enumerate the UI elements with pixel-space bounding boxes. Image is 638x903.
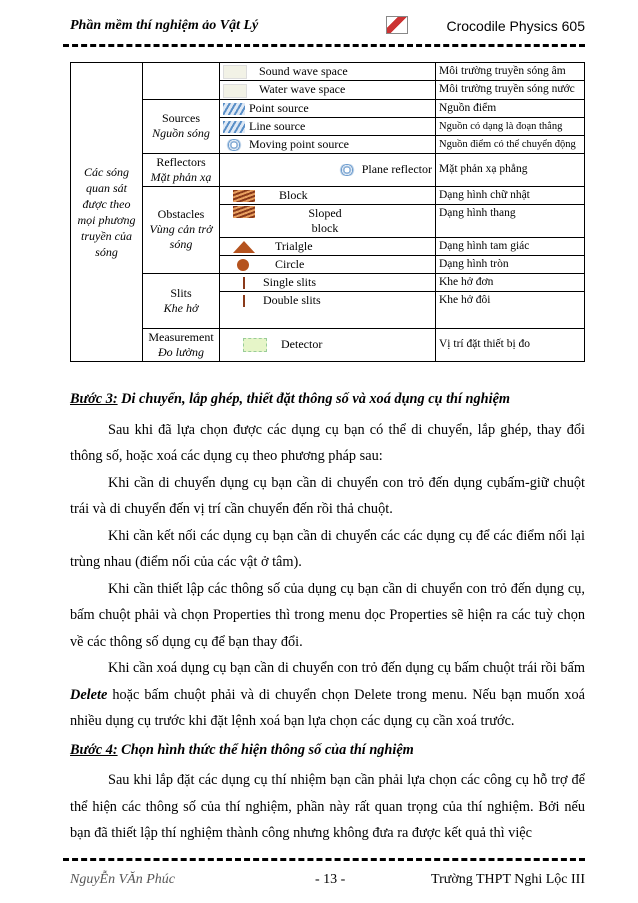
paragraph (70, 655, 585, 735)
tool-desc: Mặt phản xạ phẳng (436, 153, 585, 186)
plane-reflector-icon (336, 164, 358, 176)
water-wave-icon (223, 84, 247, 98)
group-en: Obstacles (157, 207, 205, 221)
text-run: Khi cần xoá dụng cụ bạn cần di chuyển con trỏ đến dụng cụ bấm chuột trái rồi bấm (108, 660, 585, 676)
tool-name: Trialgle (275, 238, 313, 253)
tool-name: Plane reflector (361, 162, 432, 176)
tool-desc: Dạng hình chữ nhật (436, 186, 585, 204)
tool-desc: Vị trí đặt thiết bị đo (436, 328, 585, 361)
single-slit-icon (233, 277, 255, 289)
tool-name: Point source (249, 100, 309, 115)
group-slits (143, 273, 220, 328)
group-obstacles (143, 186, 220, 273)
group-vi: Mặt phản xạ (150, 169, 212, 184)
tools-table (70, 62, 585, 362)
tool-name: Block (279, 187, 308, 202)
delete-keyword: Delete (70, 686, 108, 703)
step3-heading (70, 386, 585, 413)
group-sources (143, 99, 220, 153)
tool-name: Sound wave space (259, 64, 348, 78)
circle-icon (237, 259, 249, 271)
group-en: Reflectors (156, 154, 206, 169)
tool-desc: Nguồn điểm có thể chuyển động (436, 135, 585, 153)
tool-desc: Dạng hình thang (436, 204, 585, 237)
tool-desc: Nguồn có dạng là đoạn thẳng (436, 117, 585, 135)
tool-cell (220, 237, 436, 255)
step-title: Chọn hình thức thể hiện thông số của thí nghiệm (117, 741, 414, 758)
tool-desc: Nguồn điểm (436, 99, 585, 117)
triangle-icon (233, 241, 255, 253)
tool-cell (220, 63, 436, 81)
tool-name: Circle (275, 256, 305, 271)
tool-name: Sloped block (308, 205, 342, 235)
point-source-icon (223, 103, 245, 115)
tool-cell (220, 255, 436, 273)
tool-cell (220, 328, 436, 361)
group-en: Sources (162, 111, 200, 125)
text-run: hoặc bấm chuột phải và di chuyển chọn Delete trong menu. Nếu bạn muốn xoá nhiều dụng cụ trước khi đặt lệnh xoá bạn lựa chọn các dụng cụ cần xoá trước. (70, 686, 585, 729)
author-signature: NguyỄn VĂn Phúc (70, 872, 175, 887)
group-vi: Khe hở (163, 300, 199, 315)
header-title: Phần mềm thí nghiệm ảo Vật Lý (70, 18, 259, 33)
paragraph: Khi cần di chuyển dụng cụ bạn cần di chuyển con trỏ đến dụng cụbấm-giữ chuột trái và di chuyển đến vị trí cần chuyển đến rồi thả chuột. (70, 474, 585, 517)
block-icon (233, 190, 255, 202)
moving-source-icon (223, 139, 245, 151)
group-reflectors (143, 153, 220, 186)
footer-divider (63, 858, 585, 861)
sound-wave-icon (223, 65, 247, 79)
tool-cell (220, 153, 436, 186)
tool-desc: Khe hở đơn (436, 273, 585, 291)
tool-cell (220, 186, 436, 204)
tool-name: Single slits (263, 274, 317, 289)
empty-cell (143, 63, 220, 100)
group-measurement (143, 328, 220, 361)
paragraph: Sau khi lắp đặt các dụng cụ thí nhiệm bạn cần phải lựa chọn các công cụ hỗ trợ để thể hiện các thông số của thí nghiệm, phần này rất quan trọng của thí nghiệm. Bởi nếu bạn đã thiết lập thí nghiệm thành công nhưng không đưa ra được kết quả thì việc (70, 772, 585, 841)
group-vi: Đo lường (158, 344, 204, 359)
header-divider (63, 44, 585, 47)
tool-cell (220, 291, 436, 328)
tool-name: Moving point source (249, 136, 349, 151)
tool-cell (220, 273, 436, 291)
page-number: - 13 - (315, 872, 346, 887)
step-label: Bước 4: (70, 741, 118, 758)
app-logo-icon (386, 16, 408, 34)
double-slit-icon (233, 295, 255, 307)
paragraph: Khi cần thiết lập các thông số của dụng cụ bạn cần di chuyển con trỏ đến dụng cụ, bấm chuột phải và chọn Properties thì trong menu dọc Properties sẽ hiện ra các tuỳ chọn về các thông số dụng cụ để bạn thay đổi. (70, 580, 585, 650)
header-right: Crocodile Physics 605 (446, 18, 585, 34)
group-vi: Nguồn sóng (152, 126, 210, 140)
tool-name: Detector (281, 336, 323, 351)
sloped-block-icon (233, 206, 255, 218)
category-cell (71, 63, 143, 362)
tool-name: Water wave space (259, 82, 346, 97)
group-vi: Vùng cản trở sóng (149, 222, 213, 251)
group-en: Measurement (148, 329, 214, 344)
tool-desc: Khe hở đôi (436, 291, 585, 328)
step4-heading (70, 737, 585, 764)
school-name: Trường THPT Nghi Lộc III (431, 872, 585, 887)
tool-name: Double slits (263, 292, 321, 307)
main-content (70, 386, 585, 847)
tool-desc: Dạng hình tam giác (436, 237, 585, 255)
step-label: Bước 3: (70, 391, 118, 407)
tool-desc: Môi trường truyền sóng âm (436, 63, 585, 81)
group-en: Slits (170, 285, 192, 300)
tool-name: Line source (249, 118, 306, 133)
tool-desc: Dạng hình tròn (436, 255, 585, 273)
tool-cell (220, 204, 436, 237)
paragraph: Sau khi đã lựa chọn được các dụng cụ bạn có thể di chuyển, lắp ghép, thay đổi thông số, hoặc xoá các dụng cụ theo phương pháp sau: (70, 421, 585, 464)
tool-cell (220, 135, 436, 153)
category-text: Các sóng quan sát được theo mọi phương truyền của sóng (77, 164, 136, 259)
page-header (70, 14, 585, 36)
tool-cell (220, 99, 436, 117)
paragraph: Khi cần kết nối các dụng cụ bạn cần di chuyển các các dụng cụ để các điểm nối lại trùng nhau (điểm nối của các vật ở tâm). (70, 527, 585, 570)
detector-icon (243, 338, 267, 352)
step-title: Di chuyển, lắp ghép, thiết đặt thông số và xoá dụng cụ thí nghiệm (117, 391, 511, 407)
line-source-icon (223, 121, 245, 133)
tool-desc: Môi trường truyền sóng nước (436, 81, 585, 99)
tool-cell (220, 117, 436, 135)
tool-cell (220, 81, 436, 99)
